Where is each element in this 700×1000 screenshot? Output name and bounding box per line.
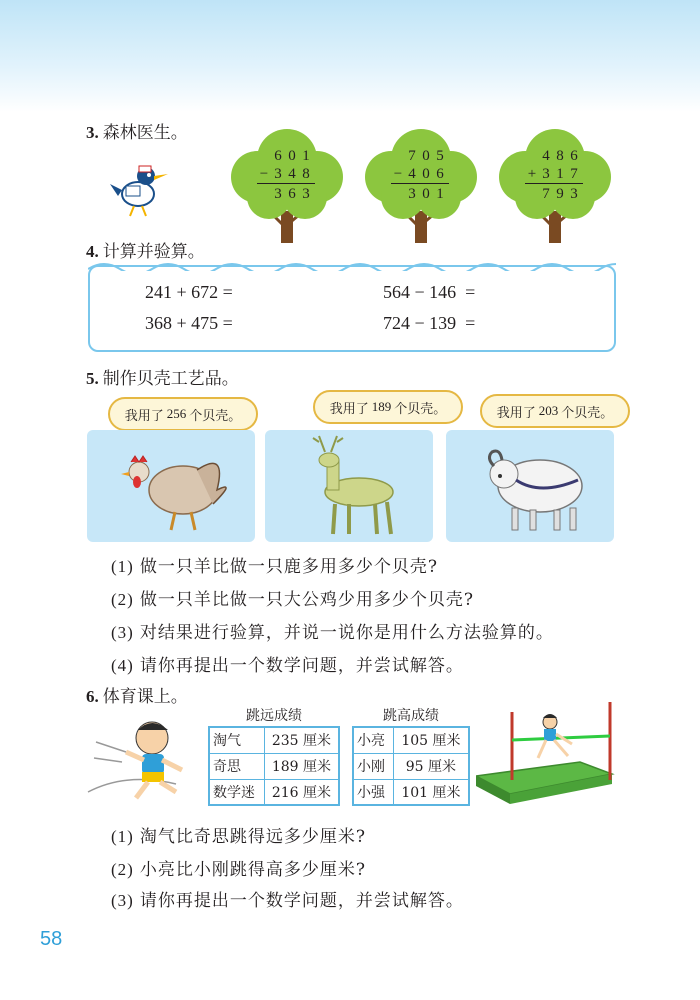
section-6-title: 6. 体育课上。 (86, 687, 188, 707)
table-cell: 235 厘米 (264, 727, 339, 753)
vertical-calculation: 7 0 5 − 4 0 6 3 0 1 (391, 147, 451, 203)
table-row (209, 753, 339, 779)
expression-1: 241 + 672 = (145, 282, 233, 302)
question-5-3: (3) 对结果进行验算，并说一说你是用什么方法验算的。 (111, 623, 554, 643)
expression-3: 368 + 475 = (145, 313, 233, 333)
shell-rooster-picture (87, 430, 255, 542)
shell-deer-picture (265, 430, 433, 542)
vertical-calculation: 6 0 1 − 3 4 8 3 6 3 (257, 147, 317, 203)
header-band (0, 0, 700, 112)
table-cell: 189 厘米 (264, 753, 339, 779)
expression-2: 564 − 146 = (383, 282, 476, 302)
table-row (209, 779, 339, 805)
high-jump-illustration (476, 700, 616, 810)
high-jump-table-title: 跳高成绩 (383, 708, 439, 724)
question-5-4: (4) 请你再提出一个数学问题，并尝试解答。 (111, 656, 464, 676)
table-cell: 216 厘米 (264, 779, 339, 805)
table-cell: 淘气 (209, 727, 264, 753)
scroll-wave-edge (88, 259, 616, 271)
question-6-2: (2) 小亮比小刚跳得高多少厘米? (111, 860, 366, 880)
table-cell: 数学迷 (209, 779, 264, 805)
table-cell: 小刚 (353, 753, 393, 779)
long-jump-table (208, 726, 340, 806)
question-6-1: (1) 淘气比奇思跳得远多少厘米? (111, 827, 366, 847)
table-cell: 奇思 (209, 753, 264, 779)
table-cell: 小强 (353, 779, 393, 805)
section-4-title: 4. 计算并验算。 (86, 242, 205, 262)
tree-problem-1 (229, 125, 345, 245)
long-jump-table-title: 跳远成绩 (246, 708, 302, 724)
high-jump-table (352, 726, 470, 806)
table-row (209, 727, 339, 753)
speech-bubble-sheep: 我用了 203 个贝壳。 (480, 394, 630, 428)
table-cell: 105 厘米 (393, 727, 469, 753)
tree-problem-3 (497, 125, 613, 245)
exercise-scroll-box (88, 265, 616, 352)
section-3-title: 3. 森林医生。 (86, 123, 188, 143)
speech-bubble-deer: 我用了 189 个贝壳。 (313, 390, 463, 424)
vertical-calculation: 4 8 6 + 3 1 7 7 9 3 (525, 147, 585, 203)
speech-bubble-rooster: 我用了 256 个贝壳。 (108, 397, 258, 431)
woodpecker-doctor-illustration (108, 158, 170, 218)
section-5-title: 5. 制作贝壳工艺品。 (86, 369, 239, 389)
question-6-3: (3) 请你再提出一个数学问题，并尝试解答。 (111, 891, 464, 911)
page-number: 58 (40, 928, 63, 950)
table-cell: 95 厘米 (393, 753, 469, 779)
table-cell: 小亮 (353, 727, 393, 753)
question-5-1: (1) 做一只羊比做一只鹿多用多少个贝壳? (111, 557, 438, 577)
long-jump-boy-illustration (86, 712, 198, 804)
question-5-2: (2) 做一只羊比做一只大公鸡少用多少个贝壳? (111, 590, 474, 610)
table-cell: 101 厘米 (393, 779, 469, 805)
shell-sheep-picture (446, 430, 614, 542)
tree-problem-2 (363, 125, 479, 245)
table-row (353, 727, 469, 753)
expression-4: 724 − 139 = (383, 313, 476, 333)
table-row (353, 753, 469, 779)
table-row (353, 779, 469, 805)
